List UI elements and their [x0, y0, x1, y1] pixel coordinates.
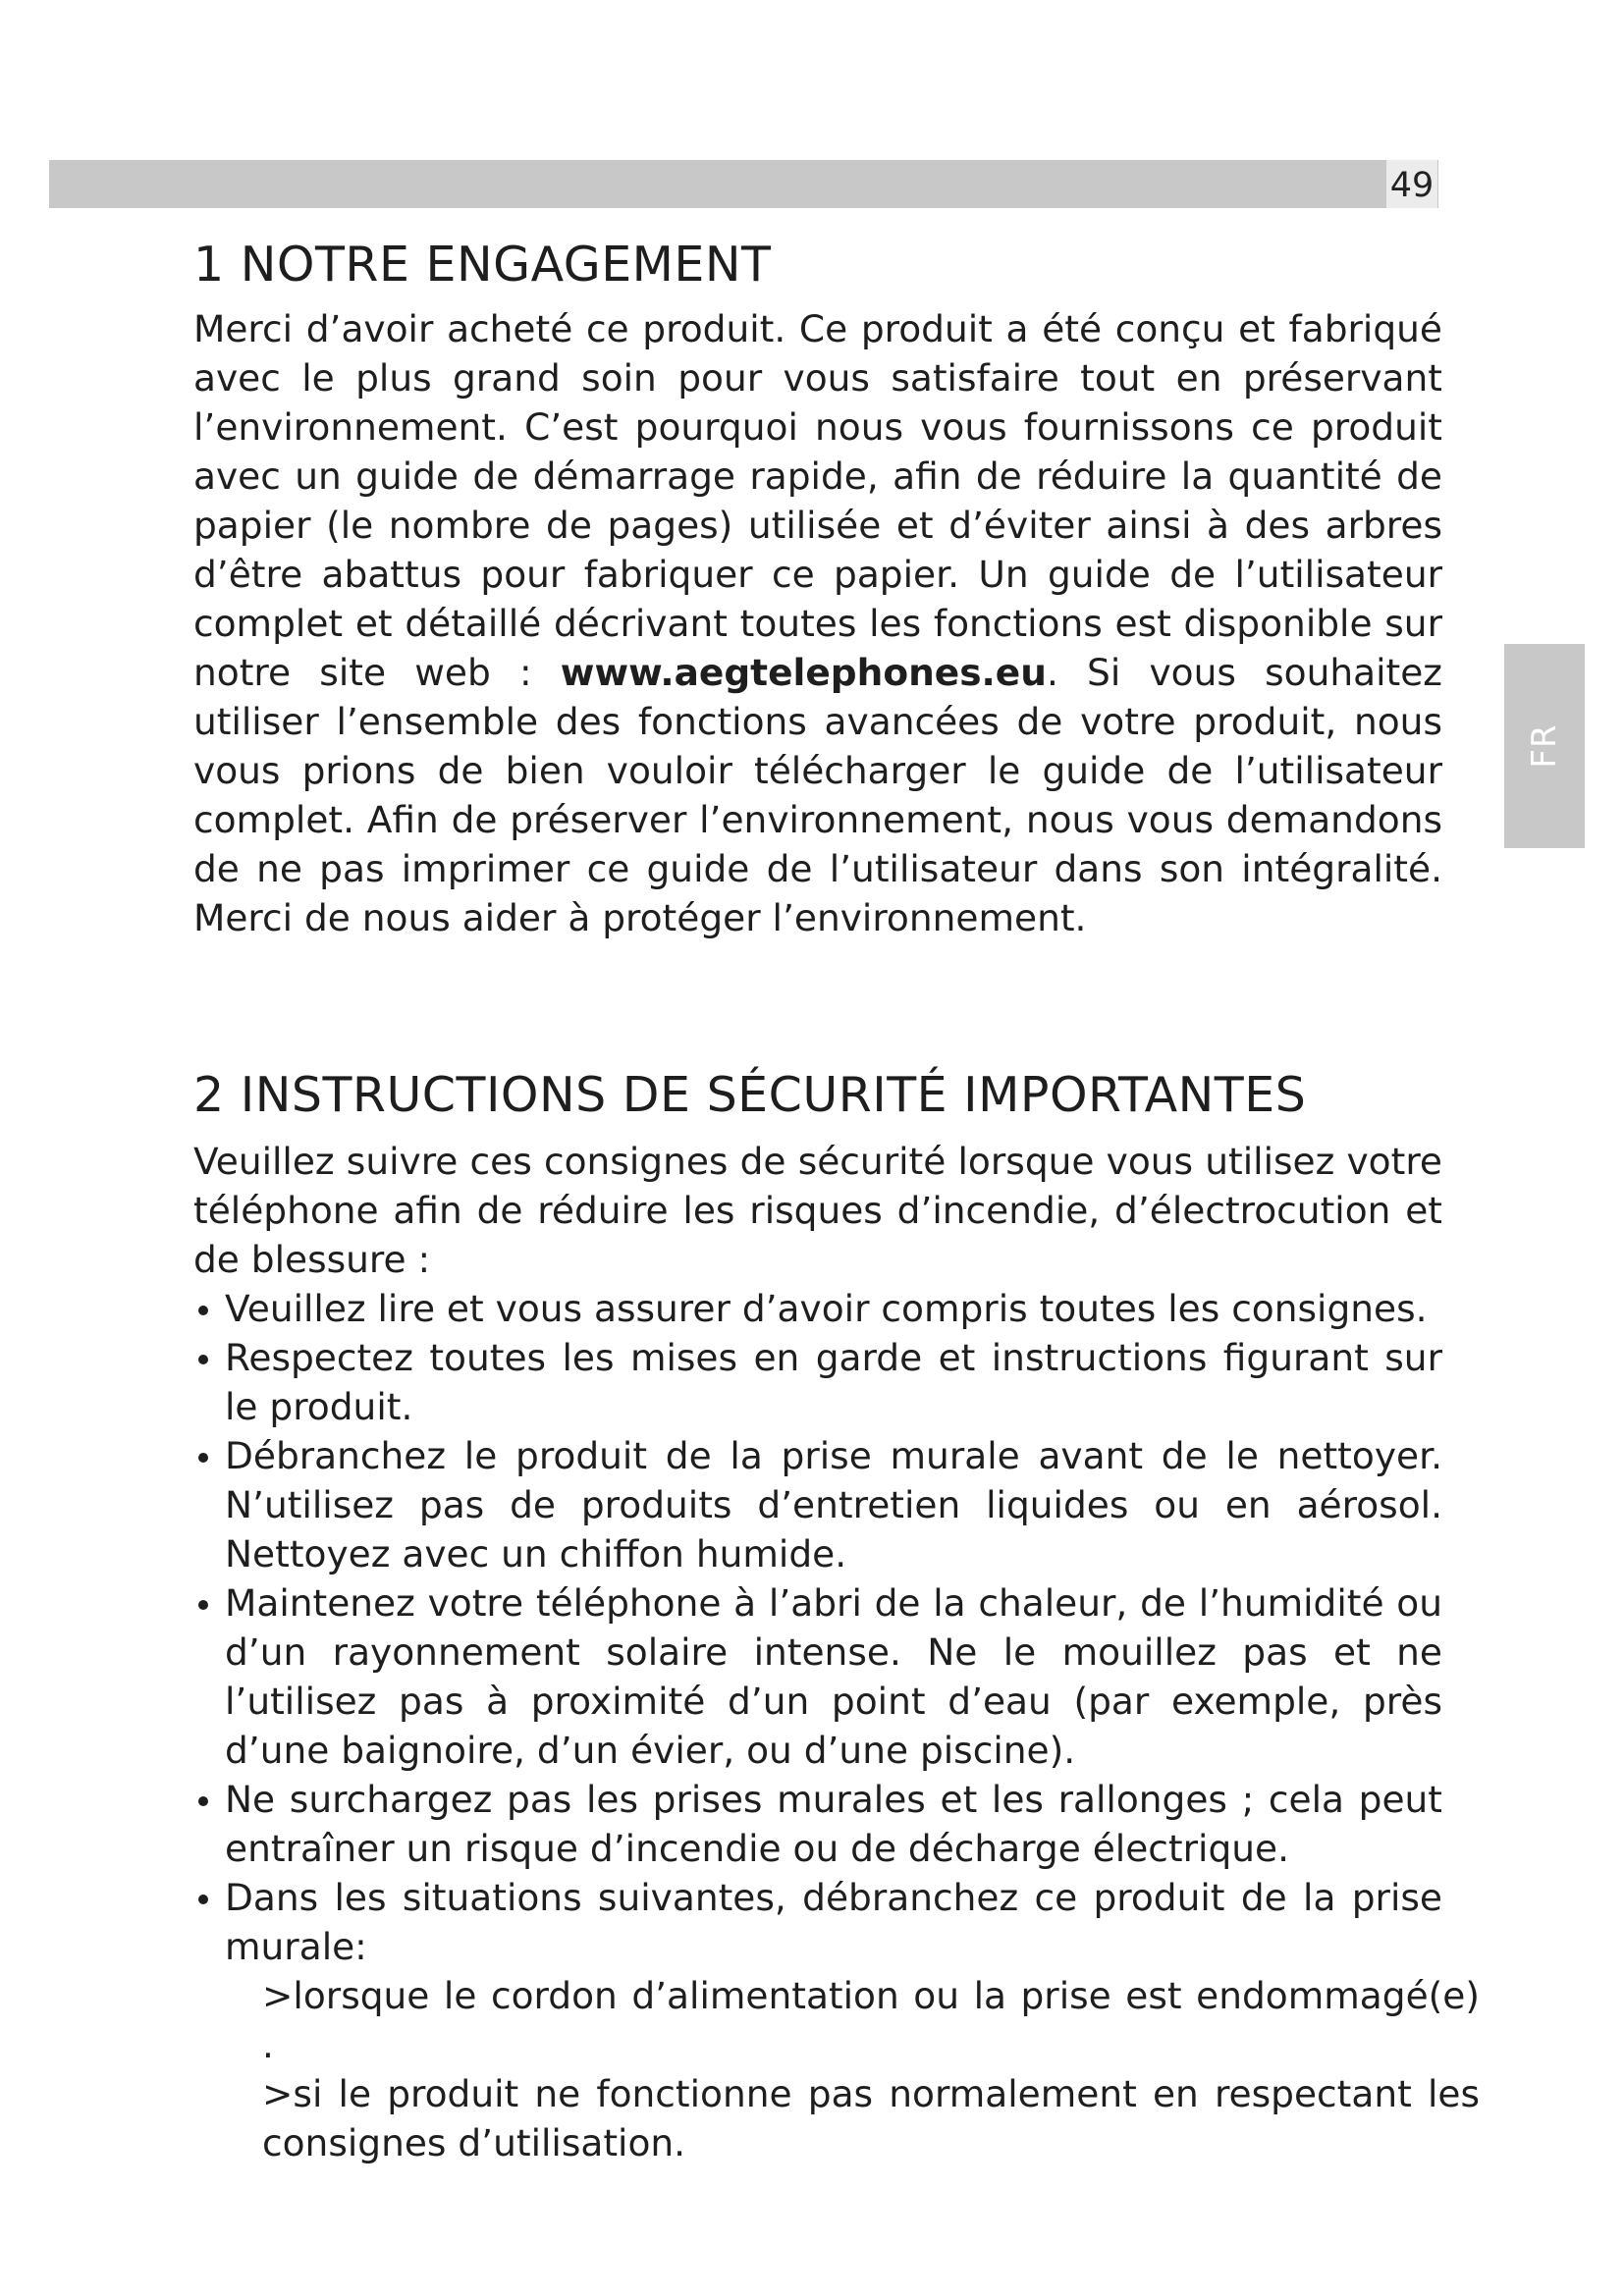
safety-bullet-item: Respectez toutes les mises en garde et instructions figurant sur le produit.	[193, 1333, 1442, 1431]
language-tab-label: FR	[1525, 723, 1564, 769]
page-number: 49	[1386, 160, 1437, 208]
unplug-condition-item: >lorsque le cordon d’alimentation ou la prise est endommagé(e) .	[262, 1974, 1480, 2066]
unplug-condition-item: >si le produit ne fonctionne pas normalement en respectant les consignes d’utilisation.	[262, 2072, 1480, 2164]
section-2-intro: Veuillez suivre ces consignes de sécurité lorsque vous utilisez votre téléphone afin de réduire les risques d’incendie, d’électrocution et de blessure :	[193, 1140, 1442, 1281]
safety-bullet-item: Débranchez le produit de la prise murale avant de le nettoyer. N’utilisez pas de produits d’entretien liquides ou en aérosol. Nettoyez avec un chiffon humide.	[193, 1431, 1442, 1578]
section-1-body	[193, 304, 1442, 942]
safety-bullet-item: Dans les situations suivantes, débranchez ce produit de la prise murale:	[193, 1873, 1442, 1971]
section-1-paragraph	[193, 304, 1442, 942]
unplug-conditions-list	[193, 1971, 1480, 2167]
safety-bullet-item: Maintenez votre téléphone à l’abri de la chaleur, de l’humidité ou d’un rayonnement solaire intense. Ne le mouillez pas et ne l’utilisez pas à proximité d’un point d’eau (par exemple, près d’une baignoire, d’un évier, ou d’une piscine).	[193, 1578, 1442, 1775]
section-1-title: 1 NOTRE ENGAGEMENT	[193, 237, 772, 293]
safety-bullet-item: Ne surchargez pas les prises murales et les rallonges ; cela peut entraîner un risque d’incendie ou de décharge électrique.	[193, 1775, 1442, 1873]
section-1-text-before-link: Merci d’avoir acheté ce produit. Ce produit a été conçu et fabriqué avec le plus grand soin pour vous satisfaire tout en préservant l’environnement. C’est pourquoi nous vous fournissons ce produit avec un guide de démarrage rapide, afin de réduire la quantité de papier (le nombre de pages) utilisée et d’éviter ainsi à des arbres d’être abattus pour fabriquer ce papier. Un guide de l’utilisateur complet et détaillé décrivant toutes les fonctions est disponible sur notre site web :	[193, 307, 1442, 694]
language-tab	[1504, 644, 1585, 848]
section-2-title: 2 INSTRUCTIONS DE SÉCURITÉ IMPORTANTES	[193, 1067, 1307, 1123]
safety-bullet-list	[193, 1284, 1442, 1971]
section-2-body	[193, 1137, 1480, 2167]
safety-bullet-item: Veuillez lire et vous assurer d’avoir compris toutes les consignes.	[193, 1284, 1442, 1333]
section-1-text-after-link: . Si vous souhaitez utiliser l’ensemble des fonctions avancées de votre produit, nous vous prions de bien vouloir télécharger le guide de l’utilisateur complet. Afin de préserver l’environnement, nous vous demandons de ne pas imprimer ce guide de l’utilisateur dans son intégralité. Merci de nous aider à protéger l’environnement.	[193, 651, 1442, 939]
header-bar	[49, 160, 1438, 208]
website-link[interactable]: www.aegtelephones.eu	[560, 651, 1047, 694]
